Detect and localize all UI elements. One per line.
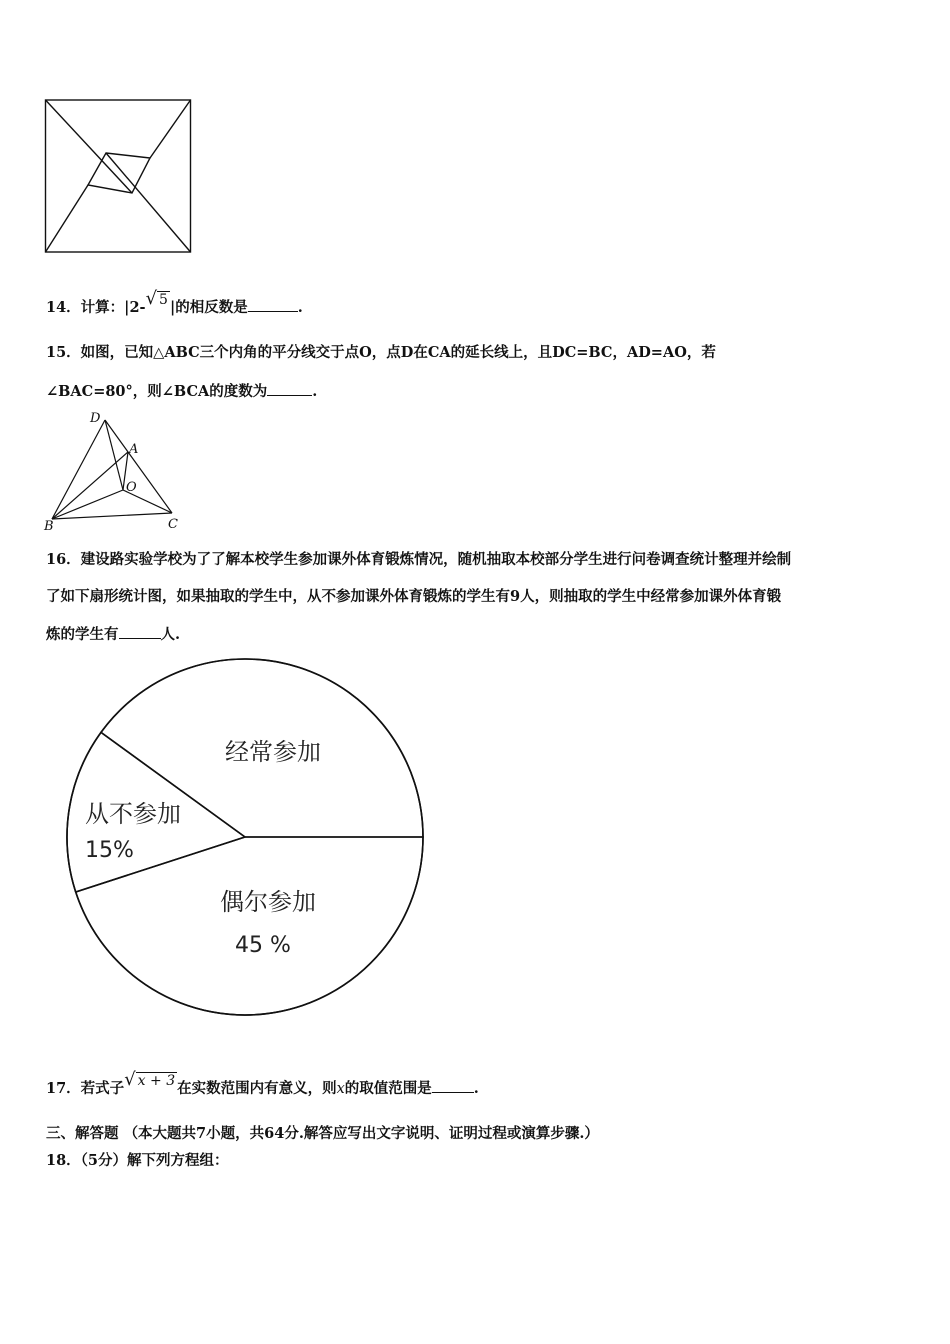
pie-label-2: 偶尔参加: [220, 888, 316, 916]
label-D: D: [90, 411, 101, 426]
segment-BA: [52, 452, 128, 519]
segment-BC: [52, 513, 172, 519]
sqrt-x-plus-3: √ x + 3: [124, 1069, 176, 1090]
question-16-line2: 了如下扇形统计图，如果抽取的学生中，从不参加课外体育锻炼的学生有9人，则抽取的学生中经常参加课外体育锻: [46, 588, 782, 605]
q17-answer-blank[interactable]: [432, 1078, 474, 1093]
pie-label-0: 经常参加: [225, 738, 321, 766]
label-B: B: [44, 519, 54, 534]
sqrt-5: √ 5: [145, 288, 168, 309]
q17-var: x: [336, 1081, 345, 1097]
segment-BD: [52, 420, 105, 519]
q17-prefix: 17．若式子: [46, 1080, 125, 1097]
q14-end: .: [297, 299, 303, 316]
q14-suffix: |的相反数是: [169, 299, 248, 316]
question-15-line2: [46, 381, 317, 402]
label-A: A: [129, 442, 139, 457]
pie-value-label-2: 45 %: [235, 933, 291, 958]
q17-end: .: [473, 1080, 479, 1097]
section-3-note: （本大题共7小题，共64分.解答应写出文字说明、证明过程或演算步骤.）: [123, 1125, 599, 1142]
q15-answer-blank[interactable]: [267, 381, 312, 396]
label-C: C: [168, 517, 178, 532]
question-15-line1: 15．如图，已知△ABC三个内角的平分线交于点O，点D在CA的延长线上，且DC=BC，AD=AO，若: [46, 344, 716, 361]
pie-chart: [60, 652, 440, 1027]
q15-end: .: [312, 383, 318, 400]
pie-value-label-1: 15%: [85, 838, 134, 863]
section-3-heading: [46, 1124, 599, 1144]
pie-label-1: 从不参加: [85, 800, 181, 828]
section-3-title: 三、解答题: [46, 1125, 119, 1142]
question-16-line1: 16．建设路实验学校为了了解本校学生参加课外体育锻炼情况，随机抽取本校部分学生进行问卷调查统计整理并绘制: [46, 551, 792, 568]
q17-radicand: x + 3: [137, 1073, 176, 1089]
q16-line3-prefix: 炼的学生有: [46, 626, 119, 643]
question-18: 18．（5分）解下列方程组：: [46, 1152, 229, 1169]
q14-prefix: 14．计算：|2-: [46, 299, 146, 316]
q16-answer-blank[interactable]: [119, 624, 161, 639]
q14-answer-blank[interactable]: [248, 297, 298, 312]
q16-end: 人.: [160, 626, 181, 643]
segment-DO: [105, 420, 123, 490]
question-16-line3: [46, 624, 180, 645]
question-14: [46, 288, 303, 318]
segment-BO: [52, 490, 123, 519]
segment-DC: [105, 420, 172, 513]
q14-radicand: 5: [159, 292, 168, 308]
triangle-figure: [40, 408, 190, 534]
q15-line2-prefix: ∠BAC=80°，则∠BCA的度数为: [46, 383, 268, 400]
question-17: [46, 1069, 479, 1099]
q17-middle: 在实数范围内有意义，则: [177, 1080, 337, 1097]
q17-suffix: 的取值范围是: [344, 1080, 432, 1097]
pinwheel-square-figure: [44, 98, 194, 256]
label-O: O: [126, 480, 137, 495]
